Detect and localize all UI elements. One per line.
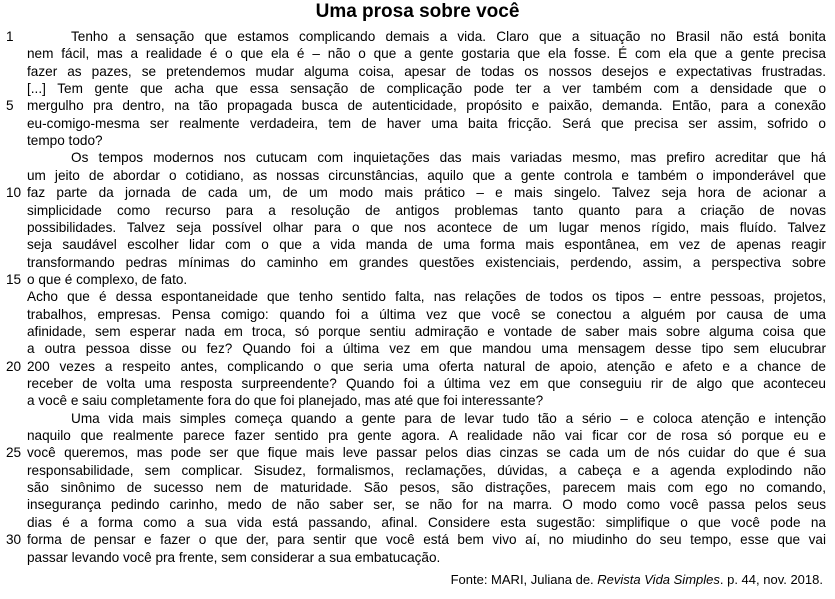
line-number: 20	[6, 358, 22, 374]
text-line: naquilo que realmente parece fazer sentido pra gente agora. A realidade não vai ficar cor de rosa só porque eu e	[27, 428, 826, 444]
text-line: 200 vezes a respeito antes, complicando o que seria uma oferta natural de apoio, atenção e afeto e a chance de	[27, 358, 826, 374]
text-line: você queremos, mas pode ser que fique mais leve passar pelos dias cinzas se cada um de nós cuidar do que é sua	[27, 445, 826, 461]
text-line: [...] Tem gente que acha que essa sensação de complicação pode ter a ver também com a densidade que o	[27, 81, 826, 97]
text-line: insegurança pedindo carinho, medo de não saber ser, se não for na marra. O modo como você passa pelos seus	[27, 497, 826, 513]
text-line: nem fácil, mas a realidade é o que ela é – não o que a gente gostaria que ela fosse. É com ela que a gente precisa	[27, 46, 826, 62]
source-publication: Revista Vida Simples	[597, 572, 720, 587]
text-line: seja saudável escolher lidar com o que a vida manda de uma forma mais espontânea, em vez de apenas reagir	[27, 237, 826, 253]
text-line: Uma vida mais simples começa quando a gente para de levar tudo tão a sério – e coloca atenção e intenção	[71, 410, 826, 426]
text-line: um jeito de abordar o cotidiano, as nossas circunstâncias, aquilo que a gente controla e também o imponderável que	[27, 167, 826, 183]
text-title: Uma prosa sobre você	[315, 1, 520, 22]
source-prefix: Fonte: MARI, Juliana de.	[450, 572, 598, 587]
text-line: tempo todo?	[27, 133, 103, 149]
text-line: Acho que é dessa espontaneidade que tenho sentido falta, nas relações de todos os tipos – entre pessoas, projetos,	[27, 289, 826, 305]
source-suffix: . p. 44, nov. 2018.	[719, 572, 823, 587]
text-line: trabalhos, empresas. Pensa comigo: quando foi a última vez que você se conectou a alguém por causa de uma	[27, 306, 826, 322]
text-line: eu-comigo-mesma ser realmente verdadeira, tem de haver uma baita fricção. Será que precisa ser assim, sofrido o	[27, 115, 826, 131]
text-line: o que é complexo, de fato.	[27, 271, 188, 287]
text-line: responsabilidade, sem complicar. Sisudez, formalismos, reclamações, dúvidas, a cabeça e a agenda explodindo não	[27, 462, 826, 478]
text-line: dias é a forma como a sua vida está passando, afinal. Considere esta sugestão: simplifique o que você pode na	[27, 514, 826, 530]
line-number: 1	[6, 29, 14, 44]
text-line: a outra pessoa disse ou fez? Quando foi a última vez em que mandou uma mensagem desse tipo sem elucubrar	[27, 341, 826, 357]
text-line: simplicidade como recurso para a resolução de antigos problemas tanto quanto para a criação de novas	[27, 202, 826, 218]
text-line: Tenho a sensação que estamos complicando demais a vida. Claro que a situação no Brasil não está bonita	[71, 29, 826, 44]
text-line: transformando pedras mínimas do caminho em grandes questões existenciais, perdendo, assim, a perspectiva sobre	[27, 254, 826, 270]
text-line: a você e saiu completamente fora do que foi planejado, mas até que foi interessante?	[27, 393, 544, 409]
source-citation	[451, 571, 823, 588]
text-line: são sinônimo de sucesso nem de maturidade. São pesos, são distrações, parecem mais com ego no comando,	[27, 480, 826, 496]
line-number: 25	[6, 445, 22, 461]
text-line: forma de pensar e fazer o que der, para sentir que você está bem vivo aí, no miudinho do seu tempo, esse que vai	[27, 532, 826, 548]
text-line: mergulho pra dentro, na tão propagada busca de autenticidade, propósito e paixão, demanda. Então, para a conexão	[27, 98, 826, 114]
line-number: 5	[6, 98, 14, 114]
text-line: passar levando você pra frente, sem considerar a sua embatucação.	[27, 549, 441, 565]
text-line: afinidade, sem esperar nada em troca, só porque sentiu admiração e vontade de saber mais sobre alguma coisa que	[27, 323, 826, 339]
line-number: 30	[6, 532, 22, 548]
text-line: fazer as pazes, se pretendemos mudar alguma coisa, apesar de todas os nossos desejos e expectativas frustradas.	[27, 63, 826, 79]
text-line: receber de volta uma resposta surpreendente? Quando foi a última vez em que conseguiu rir de algo que aconteceu	[27, 376, 826, 391]
text-line: possibilidades. Talvez seja possível olhar para o que nos acontece de um lugar menos rígido, mais fluído. Talvez	[27, 219, 826, 235]
line-number: 15	[6, 271, 22, 287]
text-line: faz parte da jornada de cada um, de um modo mais prático – e mais singelo. Talvez seja hora de acionar a	[27, 185, 826, 201]
text-line: Os tempos modernos nos cutucam com inquietações das mais variadas mesmo, mas prefiro acreditar que há	[71, 150, 826, 166]
line-number: 10	[6, 185, 22, 201]
